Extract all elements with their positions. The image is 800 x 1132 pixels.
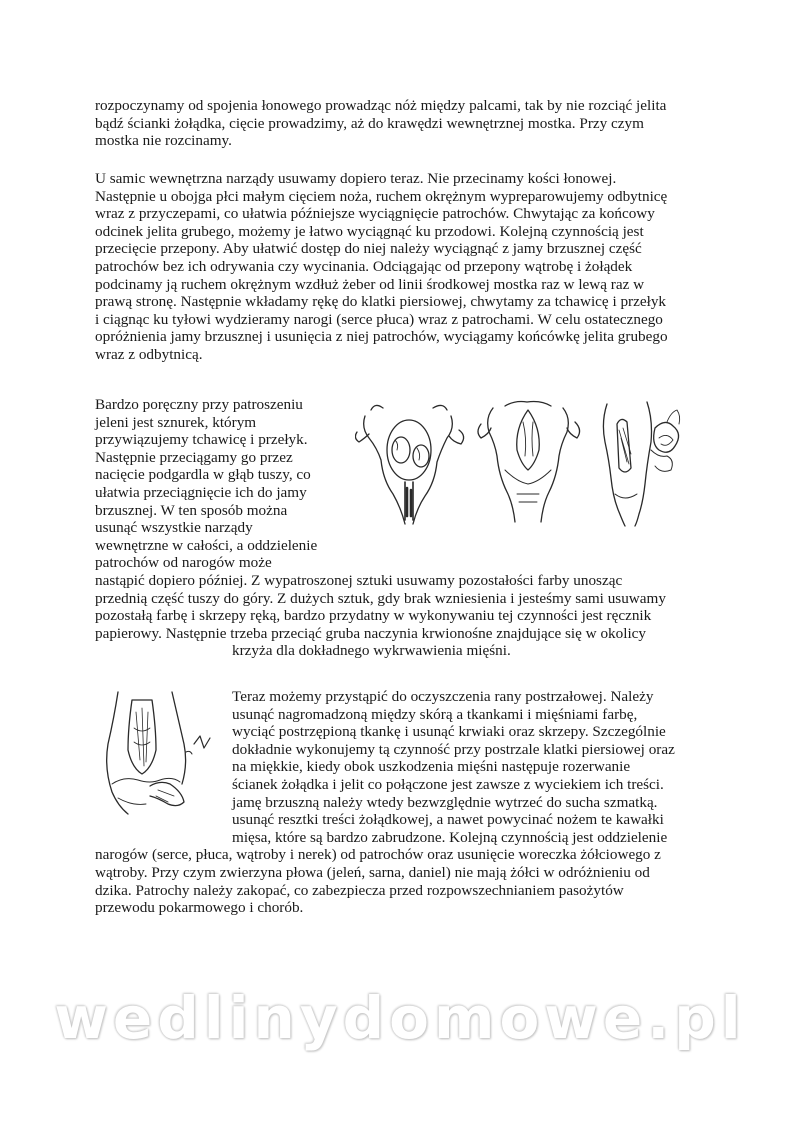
text-line: i ciągnąc ku tyłowi wydzieramy narogi (serce płuca) wraz z patrochami. W celu ostatecznego: [95, 310, 663, 328]
text-line: przednią część tuszy do góry. Z dużych sztuk, gdy brak wzniesienia i jesteśmy sami usuwamy: [95, 589, 666, 607]
carcass-figure-2: [478, 402, 580, 523]
text-line: Następnie u obojga płci małym cięciem noża, ruchem okrężnym wypreparowujemy odbytnicę: [95, 187, 668, 205]
text-line: U samic wewnętrzna narządy usuwamy dopiero teraz. Nie przecinamy kości łonowej.: [95, 170, 617, 187]
text-line: wraz z przyczepami, co ułatwia późniejsze wyciągnięcie patrochów. Chwytając za końcowy: [95, 205, 655, 223]
text-line: prawą stronę. Następnie wkładamy rękę do klatki piersiowej, chwytamy za tchawicę i przełyk: [95, 293, 667, 311]
text-line: Teraz możemy przystąpić do oczyszczenia rany postrzałowej. Należy: [232, 688, 654, 705]
text-line: usunąć resztki treści żołądkowej, a nawet powycinać nożem te kawałki: [232, 811, 664, 829]
text-line: mięsa, które są bardzo zabrudzone. Kolejną czynnością jest oddzielenie: [232, 828, 668, 846]
text-line: patrochów bez ich odrywania czy wycinania. Odciągając od przepony wątrobę i żołądek: [95, 257, 633, 275]
text-line: na miękkie, kiedy obok uszkodzenia mięśni następuje rozerwanie: [232, 758, 631, 776]
text-line: dokładnie wykonujemy tą czynność przy postrzale klatki piersiowej oraz: [232, 740, 675, 758]
text-line: wyciąć postrzępioną tkankę i usunąć krwiaki oraz skrzepy. Szczególnie: [232, 723, 666, 741]
text-line: nacięcie podgardla w głąb tuszy, co: [95, 466, 311, 484]
text-line: przecięcie przepony. Aby ułatwić dostęp do niej należy wyciągnąć z jamy brzusznej część: [95, 240, 642, 258]
text-line: jeleni jest sznurek, którym: [95, 413, 257, 431]
text-line: mostka nie rozcinamy.: [95, 132, 232, 150]
text-line: papierowy. Następnie trzeba przeciąć gruba naczynia krwionośne znajdujące się w okolicy: [95, 624, 647, 642]
text-line: patrochów od narogów może: [95, 554, 272, 572]
text-line: ścianek żołądka i jelit co połączone jest zawsze z wyciekiem ich treści.: [232, 775, 664, 793]
text-line: pozostałą farbę i skrzepy ręką, bardzo przydatny w wykonywaniu tej czynności jest ręcznik: [95, 607, 652, 625]
text-line: odcinek jelita grubego, możemy je łatwo wyciągnąć ku przodowi. Kolejną czynnością jest: [95, 222, 644, 240]
text-line: wewnętrzne w całości, a oddzielenie: [95, 536, 318, 554]
text-line: dzika. Patrochy należy zakopać, co zabezpiecza przed rozpowszechnianiem pasożytów: [95, 881, 624, 899]
text-line: jamę brzuszną należy wtedy bezwzględnie wytrzeć do sucha szmatką.: [232, 793, 658, 811]
text-line: bądź ścianki żołądka, cięcie prowadzimy, aż do krawędzi wewnętrznej mostka. Przy czym: [95, 114, 644, 132]
carcass-gutting-sequence-illustration: [355, 398, 685, 528]
text-line: krzyża dla dokładnego wykrwawienia mięśni.: [232, 642, 511, 660]
watermark: wedlinydomowe.pl: [54, 984, 746, 1052]
text-line: podcinamy ją ruchem okrężnym wzdłuż żeber od linii środkowej mostka raz w lewą raz w: [95, 275, 645, 293]
carcass-figure-1: [355, 405, 463, 524]
text-line: przywiązujemy tchawicę i przełyk.: [95, 431, 308, 449]
text-line: narogów (serce, płuca, wątroby i nerek) od patrochów oraz usunięcie woreczka żółciowego z: [95, 846, 661, 864]
text-line: przewodu pokarmowego i chorób.: [95, 899, 304, 917]
paragraph-wound-cleaning: [95, 688, 675, 917]
paragraph-cutting: [95, 97, 666, 150]
text-line: wraz z odbytnicą.: [95, 345, 203, 363]
text-line: brzusznej. W ten sposób można: [95, 501, 288, 519]
text-line: usunąć wszystkie narządy: [95, 519, 253, 537]
text-line: Następnie przeciągamy go przez: [95, 448, 293, 466]
text-line: wątroby. Przy czym zwierzyna płowa (jeleń, sarna, daniel) nie mają żółci w odróżnieniu od: [95, 863, 650, 881]
paragraph-removing-organs: [95, 170, 668, 364]
text-line: ułatwia przeciągnięcie ich do jamy: [95, 483, 307, 501]
text-line: opróżnienia jamy brzusznej i usunięcia z niej patrochów, wyciągamy końcówkę jelita grubego: [95, 328, 668, 346]
carcass-figure-3: [603, 402, 679, 526]
text-line: Bardzo poręczny przy patroszeniu: [95, 396, 303, 413]
text-line: nastąpić dopiero później. Z wypatroszonej sztuki usuwamy pozostałości farby unosząc: [95, 571, 623, 589]
text-line: rozpoczynamy od spojenia łonowego prowadząc nóż między palcami, tak by nie rozciąć jelita: [95, 97, 667, 114]
text-line: usunąć nagromadzoną między skórą a tkankami i mięśniami farbę,: [232, 705, 638, 723]
